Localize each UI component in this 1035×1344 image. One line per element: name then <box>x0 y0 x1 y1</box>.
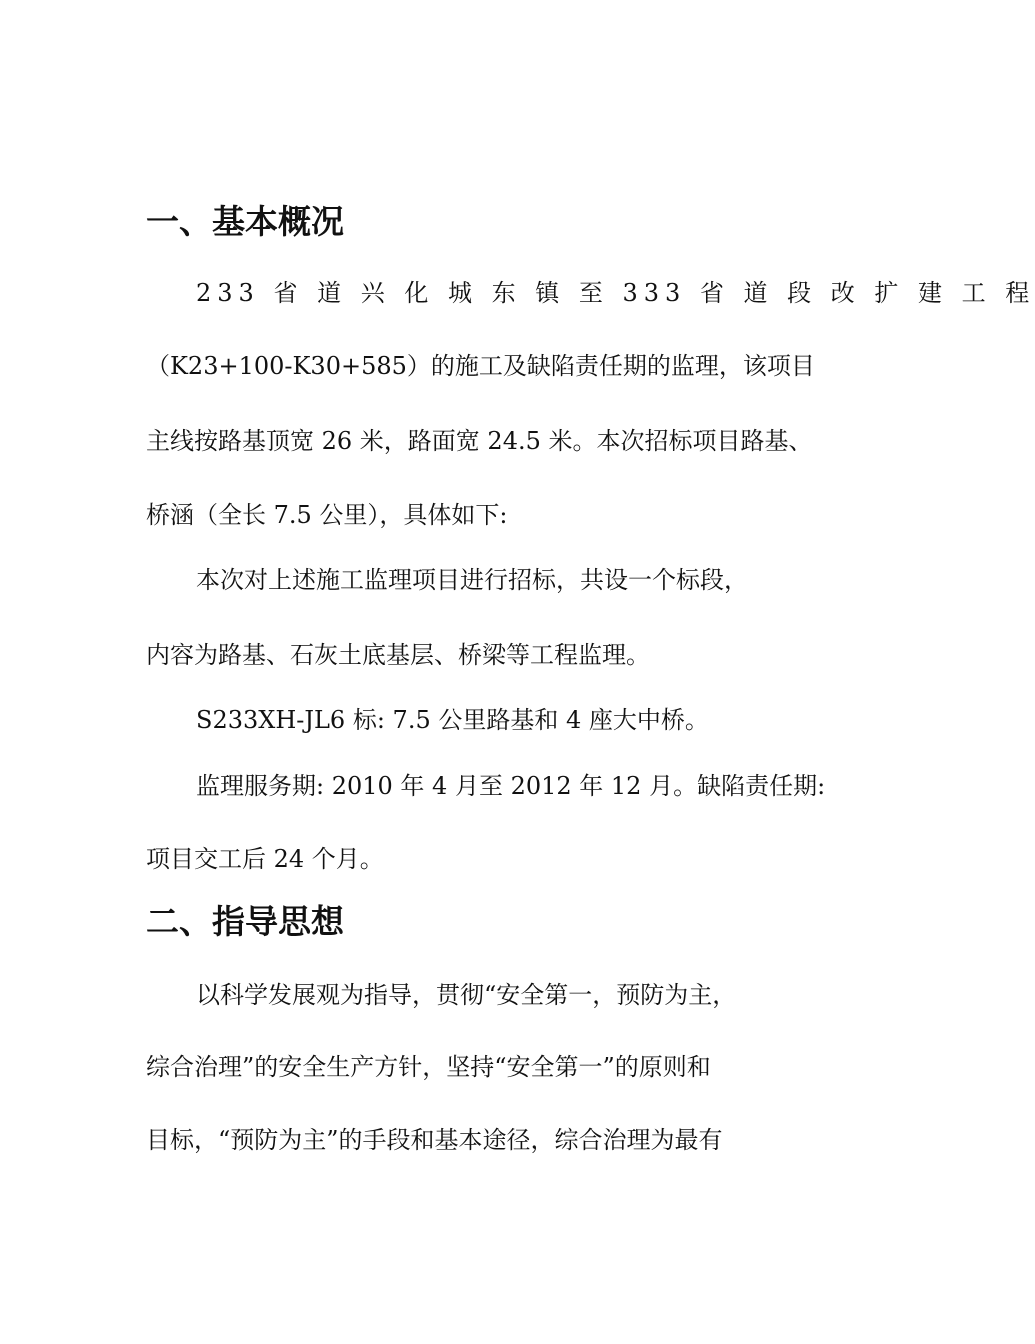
paragraph-line: 233 省 道 兴 化 城 东 镇 至 333 省 道 段 改 扩 建 工 程 <box>196 279 1035 307</box>
paragraph-line: 以科学发展观为指导，贯彻“安全第一，预防为主， <box>196 981 737 1009</box>
paragraph-line: S233XH-JL6 标: 7.5 公里路基和 4 座大中桥。 <box>196 706 709 734</box>
paragraph-line: 目标，“预防为主”的手段和基本途径，综合治理为最有 <box>146 1126 723 1154</box>
section-heading-basic-overview: 一、基本概况 <box>146 202 344 241</box>
section-heading-guiding-ideology: 二、指导思想 <box>146 902 344 941</box>
paragraph-line: 项目交工后 24 个月。 <box>146 845 384 873</box>
paragraph-line: 监理服务期: 2010 年 4 月至 2012 年 12 月。缺陷责任期: <box>196 772 826 800</box>
paragraph-line: 本次对上述施工监理项目进行招标，共设一个标段， <box>196 566 748 594</box>
paragraph-line: 桥涵（全长 7.5 公里），具体如下: <box>146 501 508 529</box>
paragraph-line: 内容为路基、石灰土底基层、桥梁等工程监理。 <box>146 641 650 669</box>
paragraph-line: （K23+100-K30+585）的施工及缺陷责任期的监理，该项目 <box>146 352 815 380</box>
paragraph-line: 综合治理”的安全生产方针，坚持“安全第一”的原则和 <box>146 1053 711 1081</box>
paragraph-line: 主线按路基顶宽 26 米，路面宽 24.5 米。本次招标项目路基、 <box>146 427 813 455</box>
